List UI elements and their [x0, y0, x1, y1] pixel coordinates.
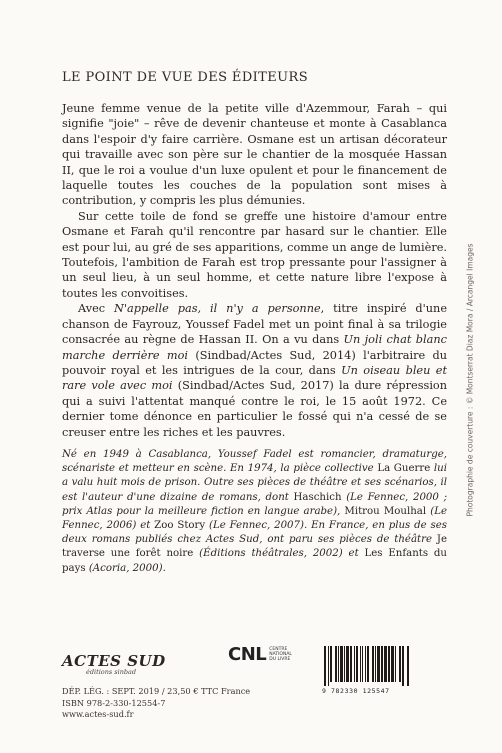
- legal-info: [62, 686, 250, 721]
- barcode-bar: [340, 646, 343, 682]
- barcode-bar: [395, 646, 396, 682]
- section-heading: LE POINT DE VUE DES ÉDITEURS: [62, 70, 308, 85]
- text-run: La Guerre: [377, 463, 431, 475]
- barcode-bar: [399, 646, 401, 682]
- synopsis: [62, 101, 447, 440]
- website: www.actes-sud.fr: [62, 709, 134, 719]
- barcode-bar: [324, 646, 326, 686]
- barcode-bar: [344, 646, 345, 682]
- paragraph: [62, 448, 447, 576]
- legal-deposit: DÉP. LÉG. : SEPT. 2019 / 23,50 € TTC France: [62, 686, 251, 696]
- barcode-bar: [354, 646, 355, 682]
- text-run: Mitrou Moulhal: [344, 505, 427, 517]
- barcode-bar: [350, 646, 352, 682]
- isbn: ISBN 978-2-330-12554-7: [62, 697, 166, 708]
- paragraph: [62, 101, 447, 209]
- cover-photo-credit: Photographie de couverture : © Montserrat Diaz Mora / Arcangel Images: [465, 243, 475, 517]
- italic-text: (Le Fennec, 2000 ; prix Atlas pour la meilleure fiction en langue arabe),: [62, 491, 447, 517]
- italic-text: Né en 1949 à Casablanca, Youssef Fadel est romancier, dramaturge, scénariste et metteur en scène. En 1974, la pièce collective: [62, 449, 447, 475]
- barcode-bars: [320, 646, 448, 686]
- paragraph: [62, 209, 447, 301]
- italic-text: (Éditions théâtrales, 2002) et: [193, 548, 365, 560]
- author-bio: [62, 448, 447, 576]
- barcode-number: 9 782330 125547: [322, 687, 390, 695]
- text-run: Avec: [78, 302, 115, 316]
- paragraph: [62, 301, 447, 440]
- text-run: Zoo Story: [154, 520, 206, 532]
- barcode-bar: [384, 646, 387, 682]
- cnl-logo: [228, 644, 299, 665]
- publisher-imprint: éditions sinbad: [86, 668, 137, 676]
- barcode-bar: [372, 646, 374, 682]
- italic-text: lui a valu huit mois de prison. Outre ses pièces de théâtre et ses scénarios, il est l'auteur d'une dizaine de romans, dont: [62, 463, 447, 503]
- italic-text: (Le Fennec, 2007). En France, en plus de ses deux romans publiés chez Actes Sud, ont paru ses pièces de théâtre: [62, 520, 447, 546]
- barcode-bar: [375, 646, 376, 682]
- italic-text: N'appelle pas, il n'y a personne: [114, 302, 321, 316]
- italic-text: (Le Fennec, 2006) et: [62, 505, 447, 532]
- barcode: [320, 646, 450, 695]
- text-run: (Sindbad/Actes Sud, 2014) l'arbitraire du pouvoir royal et les intrigues de la cour, dans: [62, 348, 447, 377]
- barcode-bar: [338, 646, 339, 682]
- text-run: Les Enfants du pays: [62, 548, 447, 574]
- barcode-bar: [402, 646, 404, 686]
- italic-text: (Acoria, 2000).: [85, 562, 166, 574]
- barcode-bar: [360, 646, 361, 682]
- italic-text: Un oiseau bleu et rare vole avec moi: [62, 363, 447, 393]
- barcode-bar: [346, 646, 349, 682]
- text-run: Jeune femme venue de la petite ville d'Azemmour, Farah – qui signifie "joie" – rêve de devenir chanteuse et monte à Casablanca dans l'espoir d'y faire carrière. Osmane est un artisan décorateur qui travaille avec son père sur le chantier de la mosquée Hassan II, que le roi a voulue d'un luxe opulent et pour le financement de laquelle toutes les couches de la population sont mises à contribution, y compris les plus démunies.: [62, 102, 447, 208]
- barcode-bar: [377, 646, 380, 682]
- text-run: Je traverse une forêt noire: [62, 534, 447, 560]
- text-run: Haschich: [293, 491, 342, 503]
- barcode-bar: [407, 646, 409, 686]
- barcode-bar: [367, 646, 369, 682]
- text-run: , titre inspiré d'une chanson de Fayrouz, Youssef Fadel met un point final à sa trilogie consacrée au règne de Hassan II. On a vu dans: [62, 302, 447, 347]
- text-run: Sur cette toile de fond se greffe une histoire d'amour entre Osmane et Farah qu'il rencontre par hasard sur le chantier. Elle est pour lui, au gré de ses apparitions, comme un ange de lumière. Toutefois, l'ambition de Farah est trop pressante pour l'assigner à un seul lieu, à un seul homme, et cette nature libre l'expose à toutes les convoitises.: [62, 209, 447, 300]
- barcode-bar: [381, 646, 383, 682]
- barcode-bar: [335, 646, 337, 682]
- barcode-bar: [330, 646, 332, 682]
- barcode-bar: [356, 646, 358, 682]
- italic-text: Un joli chat blanc marche derrière moi: [62, 333, 447, 362]
- barcode-bar: [328, 646, 329, 686]
- barcode-bar: [365, 646, 366, 682]
- publisher-name: ACTES SUD: [62, 652, 166, 670]
- barcode-bar: [388, 646, 390, 682]
- barcode-bar: [391, 646, 394, 682]
- publisher-logo: [62, 652, 166, 676]
- cnl-text: CENTRE NATIONAL DU LIVRE: [269, 647, 292, 662]
- cnl-mark: CNL: [228, 644, 267, 665]
- barcode-bar: [362, 646, 363, 682]
- text-run: (Sindbad/Actes Sud, 2017) la dure répression qui a suivi l'attentat manqué contre le roi, le 15 août 1972. Ce dernier tome dénonce en particulier le fossé qui n'a cessé de se creuser entre les riches et les pauvres.: [62, 379, 448, 439]
